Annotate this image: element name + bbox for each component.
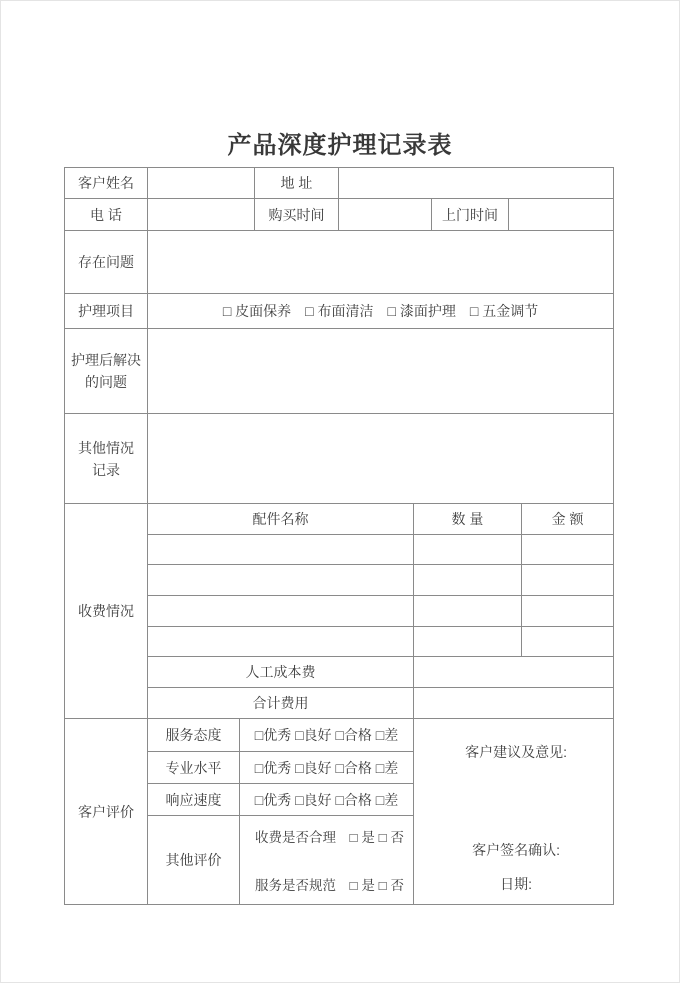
- amount-field[interactable]: [522, 596, 614, 627]
- care-items-options[interactable]: □ 皮面保养 □ 布面清洁 □ 漆面护理 □ 五金调节: [148, 294, 614, 329]
- address-label: 地 址: [255, 168, 339, 199]
- accessory-row: [65, 627, 614, 657]
- other-records-label-line2: 记录: [92, 461, 120, 478]
- rating-row-professional-level-options[interactable]: □优秀 □良好 □合格 □差: [240, 752, 414, 784]
- purchase-time-label: 购买时间: [255, 199, 339, 231]
- other-evaluation-options[interactable]: [240, 816, 414, 905]
- accessory-row: [65, 565, 614, 596]
- accessory-name-header: 配件名称: [148, 504, 414, 535]
- other-records-field[interactable]: [148, 414, 614, 504]
- quantity-field[interactable]: [414, 535, 522, 565]
- total-cost-label: 合计费用: [148, 688, 414, 719]
- accessory-row: [65, 596, 614, 627]
- rating-row-response-speed-label: 响应速度: [148, 784, 240, 816]
- rating-row-service-attitude-label: 服务态度: [148, 719, 240, 752]
- visit-time-label: 上门时间: [432, 199, 509, 231]
- accessory-name-field[interactable]: [148, 596, 414, 627]
- amount-field[interactable]: [522, 565, 614, 596]
- solved-problems-label-line2: 的问题: [85, 374, 127, 390]
- solved-problems-label-line1: 护理后解决: [71, 352, 141, 368]
- accessory-name-field[interactable]: [148, 535, 414, 565]
- address-field[interactable]: [339, 168, 614, 199]
- quantity-field[interactable]: [414, 596, 522, 627]
- total-cost-field[interactable]: [414, 688, 614, 719]
- existing-problems-label: 存在问题: [65, 231, 148, 294]
- labor-cost-field[interactable]: [414, 657, 614, 688]
- labor-cost-label: 人工成本费: [148, 657, 414, 688]
- existing-problems-field[interactable]: [148, 231, 614, 294]
- other-evaluation-label: 其他评价: [148, 816, 240, 905]
- rating-row-professional-level-label: 专业水平: [148, 752, 240, 784]
- signature-label: 客户签名确认:: [472, 841, 560, 858]
- evaluation-section-label: 客户评价: [65, 719, 148, 905]
- customer-suggestion-label: 客户建议及意见:: [465, 743, 567, 760]
- rating-row-service-attitude-options[interactable]: □优秀 □良好 □合格 □差: [240, 719, 414, 752]
- date-label: 日期:: [500, 875, 532, 892]
- quantity-field[interactable]: [414, 627, 522, 657]
- page-title: 产品深度护理记录表: [227, 132, 453, 159]
- care-record-table: [64, 167, 614, 905]
- evaluation-notes-cell[interactable]: [414, 719, 614, 905]
- rating-row-response-speed-options[interactable]: □优秀 □良好 □合格 □差: [240, 784, 414, 816]
- solved-problems-field[interactable]: [148, 329, 614, 414]
- quantity-header: 数 量: [414, 504, 522, 535]
- purchase-time-field[interactable]: [339, 199, 432, 231]
- accessory-name-field[interactable]: [148, 565, 414, 596]
- amount-field[interactable]: [522, 627, 614, 657]
- customer-name-field[interactable]: [148, 168, 255, 199]
- charges-section-label: 收费情况: [65, 504, 148, 719]
- amount-field[interactable]: [522, 535, 614, 565]
- service-standard-option[interactable]: 服务是否规范 □ 是 □ 否: [254, 878, 405, 893]
- customer-name-label: 客户姓名: [65, 168, 148, 199]
- visit-time-field[interactable]: [509, 199, 614, 231]
- solved-problems-label: [65, 329, 148, 414]
- phone-label: 电 话: [65, 199, 148, 231]
- phone-field[interactable]: [148, 199, 255, 231]
- other-records-label: [65, 414, 148, 504]
- fee-reasonable-option[interactable]: 收费是否合理 □ 是 □ 否: [254, 830, 405, 845]
- accessory-row: [65, 535, 614, 565]
- accessory-name-field[interactable]: [148, 627, 414, 657]
- quantity-field[interactable]: [414, 565, 522, 596]
- other-records-label-line1: 其他情况: [78, 439, 134, 456]
- care-items-label: 护理项目: [65, 294, 148, 329]
- amount-header: 金 额: [522, 504, 614, 535]
